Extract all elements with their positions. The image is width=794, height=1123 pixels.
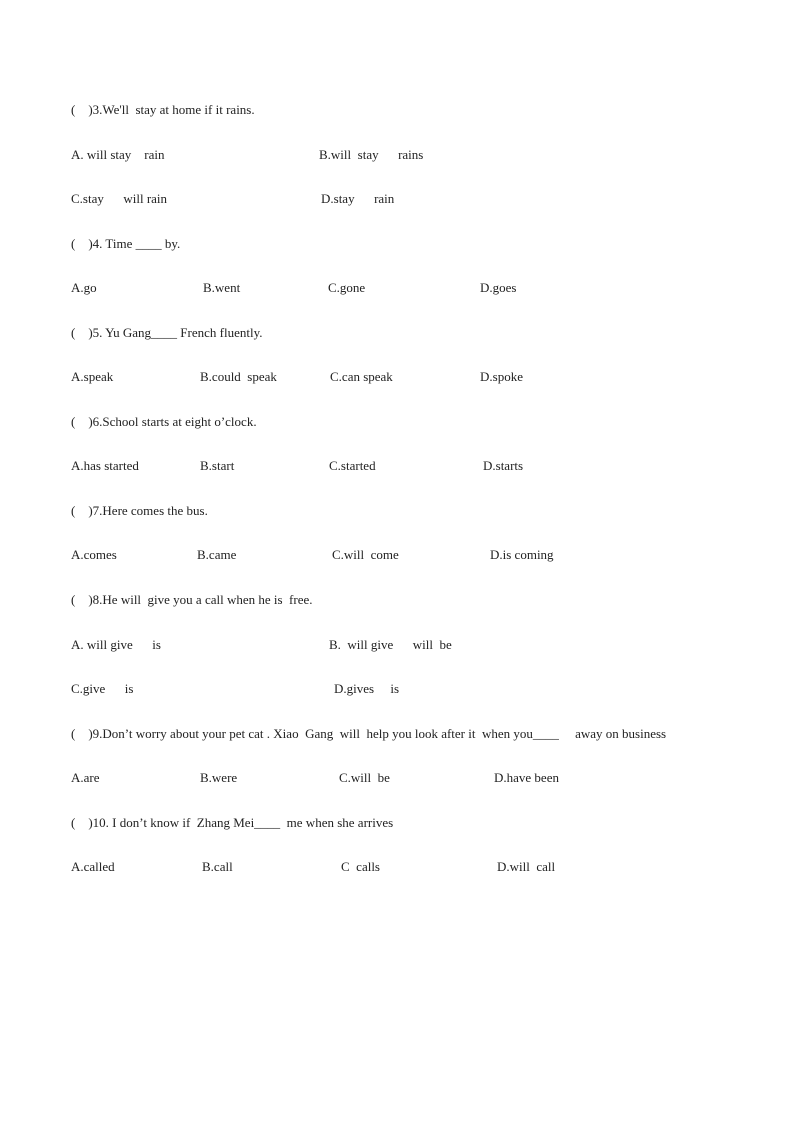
- question-7-option-c: C.will come: [332, 547, 399, 562]
- question-3-option-d: D.stay rain: [321, 191, 395, 206]
- question-5-option-c: C.can speak: [330, 369, 393, 384]
- question-9-option-b: B.were: [200, 770, 238, 785]
- question-9-option-a: A.are: [71, 770, 100, 785]
- question-5-option-a: A.speak: [71, 369, 114, 384]
- question-4-option-b: B.went: [203, 280, 241, 295]
- question-8-stem: ( )8.He will give you a call when he is free.: [71, 592, 313, 607]
- question-7-option-b: B.came: [197, 547, 237, 562]
- question-5-stem: ( )5. Yu Gang____ French fluently.: [71, 325, 263, 340]
- question-8-option-b: B. will give will be: [329, 637, 452, 652]
- question-10-option-d: D.will call: [497, 859, 556, 874]
- question-8-option-d: D.gives is: [334, 681, 399, 696]
- question-8-option-c: C.give is: [71, 681, 134, 696]
- question-3-option-b: B.will stay rains: [319, 147, 424, 162]
- question-10-option-b: B.call: [202, 859, 233, 874]
- question-6-option-b: B.start: [200, 458, 235, 473]
- question-6-option-d: D.starts: [483, 458, 524, 473]
- question-3-option-c: C.stay will rain: [71, 191, 168, 206]
- question-3-stem: ( )3.We'll stay at home if it rains.: [71, 102, 255, 117]
- question-4-option-c: C.gone: [328, 280, 366, 295]
- question-4-option-d: D.goes: [480, 280, 517, 295]
- question-5-option-b: B.could speak: [200, 369, 277, 384]
- question-7-option-a: A.comes: [71, 547, 117, 562]
- question-6-option-c: C.started: [329, 458, 376, 473]
- question-9-option-d: D.have been: [494, 770, 559, 785]
- question-9-stem: ( )9.Don’t worry about your pet cat . Xiao Gang will help you look after it when you____ away on business: [71, 726, 667, 741]
- question-10-stem: ( )10. I don’t know if Zhang Mei____ me when she arrives: [71, 815, 394, 830]
- question-4-option-a: A.go: [71, 280, 97, 295]
- question-6-stem: ( )6.School starts at eight o’clock.: [71, 414, 257, 429]
- question-5-option-d: D.spoke: [480, 369, 523, 384]
- question-9-option-c: C.will be: [339, 770, 390, 785]
- question-7-stem: ( )7.Here comes the bus.: [71, 503, 208, 518]
- question-4-stem: ( )4. Time ____ by.: [71, 236, 181, 251]
- question-3-option-a: A. will stay rain: [71, 147, 165, 162]
- question-8-option-a: A. will give is: [71, 637, 161, 652]
- question-10-option-c: C calls: [341, 859, 380, 874]
- question-10-option-a: A.called: [71, 859, 115, 874]
- question-7-option-d: D.is coming: [490, 547, 554, 562]
- question-6-option-a: A.has started: [71, 458, 139, 473]
